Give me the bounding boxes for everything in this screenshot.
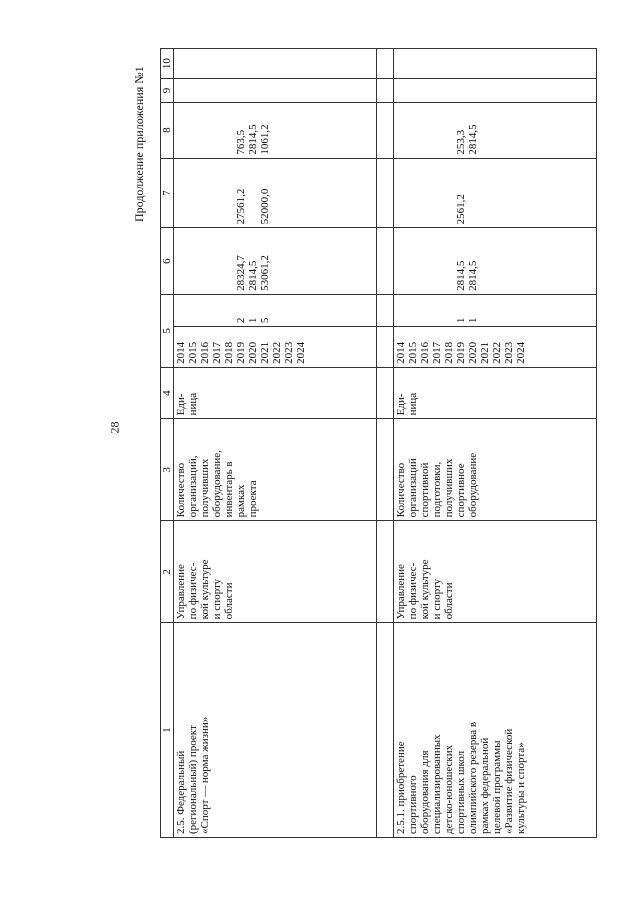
col10-value	[211, 52, 223, 75]
col9-value	[247, 82, 259, 99]
col7-value	[443, 162, 455, 225]
years-cell	[174, 327, 377, 368]
spacer-cell	[377, 623, 394, 838]
col6-value: 28324,7	[235, 255, 247, 291]
spacer-cell	[377, 228, 394, 295]
col7-value: 2561,2	[455, 194, 467, 225]
col5-value	[431, 298, 443, 323]
col9-value	[175, 82, 187, 99]
col10-value	[223, 52, 235, 75]
col8-cell	[394, 102, 597, 158]
col6-value	[479, 231, 491, 291]
col10-value	[187, 52, 199, 75]
col5-value	[407, 298, 419, 323]
col10-value	[259, 52, 271, 75]
year-value: 2019	[455, 341, 467, 364]
year-value: 2016	[419, 341, 431, 364]
executor-cell	[394, 521, 597, 623]
col7-value	[175, 162, 187, 225]
col10-value	[247, 52, 259, 75]
spacer-row	[377, 49, 394, 838]
year-value: 2023	[283, 341, 295, 364]
col6-value: 2814,5	[247, 260, 259, 291]
item-name-cell-line: спортивных школ	[455, 750, 467, 834]
indicator-cell	[394, 419, 597, 521]
year-value: 2023	[503, 341, 515, 364]
col8-value	[223, 106, 235, 155]
table-row	[174, 49, 377, 838]
col9-cell	[394, 79, 597, 103]
appendix-note-wrap	[132, 42, 152, 222]
col8-value	[419, 106, 431, 155]
indicator-cell-line: рамках	[235, 484, 247, 518]
col8-value	[295, 106, 307, 155]
year-value: 2021	[259, 341, 271, 364]
col6-value: 53061,2	[259, 255, 271, 291]
col6-value	[443, 231, 455, 291]
unit-cell	[394, 367, 597, 419]
col9-value	[503, 82, 515, 99]
col6-cell	[394, 228, 597, 295]
col6-value	[491, 231, 503, 291]
executor-cell-line: кой культуре	[419, 559, 431, 620]
column-header: 8	[161, 102, 174, 158]
year-value: 2019	[235, 341, 247, 364]
col7-value	[187, 162, 199, 225]
indicator-cell-line: проекта	[247, 480, 259, 518]
col6-value	[175, 231, 187, 291]
col7-value	[295, 162, 307, 225]
col5-cell	[174, 294, 377, 326]
column-header: 3	[161, 419, 174, 521]
year-value: 2014	[395, 341, 407, 364]
col8-value	[175, 106, 187, 155]
col9-value	[395, 82, 407, 99]
col10-value	[515, 52, 527, 75]
item-name-cell-line: «Спорт — норма жизни»	[199, 716, 211, 834]
col8-value	[271, 106, 283, 155]
indicator-cell-line: оборудование,	[211, 450, 223, 518]
col5-value: 5	[259, 317, 271, 324]
years-cell	[394, 327, 597, 368]
col6-value	[211, 231, 223, 291]
year-value: 2015	[187, 341, 199, 364]
col7-value	[407, 162, 419, 225]
item-name-cell-line: рамках федеральной	[479, 737, 491, 834]
col6-value	[223, 231, 235, 291]
column-header: 10	[161, 49, 174, 79]
year-value: 2022	[491, 341, 503, 364]
column-header: 4	[161, 367, 174, 419]
item-name-cell-line: (региональный) проект	[187, 725, 199, 834]
col5-value	[395, 298, 407, 323]
item-name-cell-line: олимпийского резерва в	[467, 721, 479, 834]
indicator-cell-line: спортивное	[455, 463, 467, 518]
col7-value	[247, 162, 259, 225]
col7-value	[271, 162, 283, 225]
table-body	[174, 49, 597, 838]
page-number: 28	[107, 421, 122, 434]
column-header: 5	[161, 294, 174, 367]
year-value: 2024	[295, 341, 307, 364]
col8-value: 2814,5	[467, 124, 479, 155]
indicator-cell-line: подготовки,	[431, 461, 443, 518]
executor-cell-line: области	[223, 582, 235, 620]
unit-cell-line: ница	[407, 392, 419, 416]
col5-value	[491, 298, 503, 323]
col5-cell	[394, 294, 597, 326]
col5-value	[503, 298, 515, 323]
col9-value	[467, 82, 479, 99]
year-value: 2017	[211, 341, 223, 364]
year-value: 2018	[443, 341, 455, 364]
col5-value: 1	[247, 317, 259, 324]
col8-value	[199, 106, 211, 155]
col8-value	[395, 106, 407, 155]
executor-cell-line: и спорту	[211, 578, 223, 620]
col8-value	[283, 106, 295, 155]
col5-value	[175, 298, 187, 323]
col8-value: 2814,5	[247, 124, 259, 155]
col8-value: 763,5	[235, 129, 247, 155]
col9-value	[283, 82, 295, 99]
col6-value	[283, 231, 295, 291]
spacer-cell	[377, 419, 394, 521]
year-value: 2020	[467, 341, 479, 364]
indicator-cell-line: получивших	[199, 458, 211, 518]
unit-cell-line: ница	[187, 392, 199, 416]
col9-value	[479, 82, 491, 99]
column-header: 6	[161, 228, 174, 295]
unit-cell	[174, 367, 377, 419]
item-name-cell-line: целевой программы	[491, 740, 503, 834]
year-value: 2015	[407, 341, 419, 364]
col8-value	[491, 106, 503, 155]
col6-value	[419, 231, 431, 291]
col5-value	[419, 298, 431, 323]
table-area	[160, 48, 590, 838]
col10-value	[479, 52, 491, 75]
spacer-cell	[377, 327, 394, 368]
col6-value	[295, 231, 307, 291]
year-value: 2022	[271, 341, 283, 364]
year-value: 2016	[199, 341, 211, 364]
col5-value	[283, 298, 295, 323]
col9-value	[407, 82, 419, 99]
spacer-cell	[377, 521, 394, 623]
col6-value: 2814,5	[467, 260, 479, 291]
col7-value	[211, 162, 223, 225]
executor-cell-line: области	[443, 582, 455, 620]
col10-value	[283, 52, 295, 75]
col6-value: 2814,5	[455, 260, 467, 291]
col8-value: 253,3	[455, 129, 467, 155]
spacer-cell	[377, 79, 394, 103]
col7-value	[515, 162, 527, 225]
item-name-cell	[174, 623, 377, 838]
indicator-cell-line: инвентарь в	[223, 461, 235, 518]
col7-value	[223, 162, 235, 225]
indicator-cell	[174, 419, 377, 521]
col10-value	[503, 52, 515, 75]
col7-value	[199, 162, 211, 225]
executor-cell-line: Управление	[175, 564, 187, 620]
col9-value	[271, 82, 283, 99]
header-row	[161, 49, 174, 838]
col9-value	[443, 82, 455, 99]
col7-value	[467, 162, 479, 225]
col5-value	[211, 298, 223, 323]
column-header: 9	[161, 79, 174, 103]
col6-value	[431, 231, 443, 291]
indicator-cell-line: организаций	[407, 458, 419, 518]
col10-value	[295, 52, 307, 75]
col7-value	[395, 162, 407, 225]
col5-value: 1	[467, 317, 479, 324]
item-name-cell-line: оборудования для	[419, 750, 431, 834]
col7-value	[503, 162, 515, 225]
year-value: 2018	[223, 341, 235, 364]
indicator-cell-line: получивших	[443, 458, 455, 518]
spacer-cell	[377, 294, 394, 326]
indicator-cell-line: спортивной	[419, 462, 431, 518]
col8-value: 1061,2	[259, 124, 271, 155]
col10-value	[199, 52, 211, 75]
table-row	[394, 49, 597, 838]
col10-value	[491, 52, 503, 75]
col5-value	[271, 298, 283, 323]
col9-value	[187, 82, 199, 99]
col9-value	[491, 82, 503, 99]
executor-cell-line: Управление	[395, 564, 407, 620]
col6-value	[407, 231, 419, 291]
column-header: 2	[161, 521, 174, 623]
col5-value	[187, 298, 199, 323]
program-table	[160, 48, 597, 838]
col10-value	[419, 52, 431, 75]
col10-value	[431, 52, 443, 75]
col10-value	[455, 52, 467, 75]
col9-value	[199, 82, 211, 99]
col8-value	[431, 106, 443, 155]
col7-cell	[394, 158, 597, 228]
col7-value	[431, 162, 443, 225]
col9-cell	[174, 79, 377, 103]
col5-value	[295, 298, 307, 323]
col5-value: 2	[235, 317, 247, 324]
col9-value	[419, 82, 431, 99]
executor-cell-line: кой культуре	[199, 559, 211, 620]
year-value: 2021	[479, 341, 491, 364]
year-value: 2017	[431, 341, 443, 364]
executor-cell	[174, 521, 377, 623]
col7-value	[479, 162, 491, 225]
column-header: 1	[161, 623, 174, 838]
col9-value	[211, 82, 223, 99]
item-name-cell-line: 2.5. Федеральный	[175, 750, 187, 834]
col8-value	[515, 106, 527, 155]
year-value: 2014	[175, 341, 187, 364]
col7-cell	[174, 158, 377, 228]
item-name-cell-line: 2.5.1. приобретение	[395, 741, 407, 834]
col8-value	[503, 106, 515, 155]
col10-value	[271, 52, 283, 75]
col5-value	[515, 298, 527, 323]
col10-value	[235, 52, 247, 75]
executor-cell-line: и спорту	[431, 578, 443, 620]
col10-value	[395, 52, 407, 75]
item-name-cell-line: спортивного	[407, 775, 419, 834]
col7-value: 52000,0	[259, 188, 271, 225]
col7-value: 27561,2	[235, 188, 247, 225]
year-value: 2024	[515, 341, 527, 364]
col6-value	[395, 231, 407, 291]
col9-value	[259, 82, 271, 99]
col8-value	[187, 106, 199, 155]
col6-value	[199, 231, 211, 291]
col10-value	[175, 52, 187, 75]
item-name-cell	[394, 623, 597, 838]
column-header: 7	[161, 158, 174, 228]
spacer-cell	[377, 367, 394, 419]
col6-value	[515, 231, 527, 291]
col10-cell	[174, 49, 377, 79]
unit-cell-line: Еди-	[395, 393, 407, 416]
col5-value	[199, 298, 211, 323]
col8-value	[479, 106, 491, 155]
col10-value	[443, 52, 455, 75]
indicator-cell-line: Количество	[395, 462, 407, 518]
col9-value	[455, 82, 467, 99]
item-name-cell-line: «Развитие физической	[503, 728, 515, 834]
col9-value	[295, 82, 307, 99]
col9-value	[431, 82, 443, 99]
col8-cell	[174, 102, 377, 158]
rotated-table-container	[160, 48, 590, 838]
unit-cell-line: Еди-	[175, 393, 187, 416]
col5-value: 1	[455, 317, 467, 324]
col7-value	[419, 162, 431, 225]
col5-value	[223, 298, 235, 323]
col5-value	[443, 298, 455, 323]
item-name-cell-line: специализированных	[431, 734, 443, 834]
col10-value	[407, 52, 419, 75]
col9-value	[223, 82, 235, 99]
col5-value	[479, 298, 491, 323]
col6-value	[503, 231, 515, 291]
col7-value	[491, 162, 503, 225]
spacer-cell	[377, 49, 394, 79]
item-name-cell-line: детско-юношеских	[443, 744, 455, 834]
col7-value	[283, 162, 295, 225]
col8-value	[211, 106, 223, 155]
executor-cell-line: по физичес-	[407, 562, 419, 620]
indicator-cell-line: оборудование	[467, 452, 479, 518]
col9-value	[235, 82, 247, 99]
col10-cell	[394, 49, 597, 79]
col6-cell	[174, 228, 377, 295]
appendix-note: Продолжение приложения №1	[132, 66, 146, 222]
item-name-cell-line: культуры и спорта»	[515, 742, 527, 834]
col9-value	[515, 82, 527, 99]
spacer-cell	[377, 102, 394, 158]
col10-value	[467, 52, 479, 75]
col8-value	[443, 106, 455, 155]
spacer-cell	[377, 158, 394, 228]
executor-cell-line: по физичес-	[187, 562, 199, 620]
col8-value	[407, 106, 419, 155]
col6-value	[187, 231, 199, 291]
indicator-cell-line: организаций,	[187, 455, 199, 518]
col6-value	[271, 231, 283, 291]
indicator-cell-line: Количество	[175, 462, 187, 518]
year-value: 2020	[247, 341, 259, 364]
